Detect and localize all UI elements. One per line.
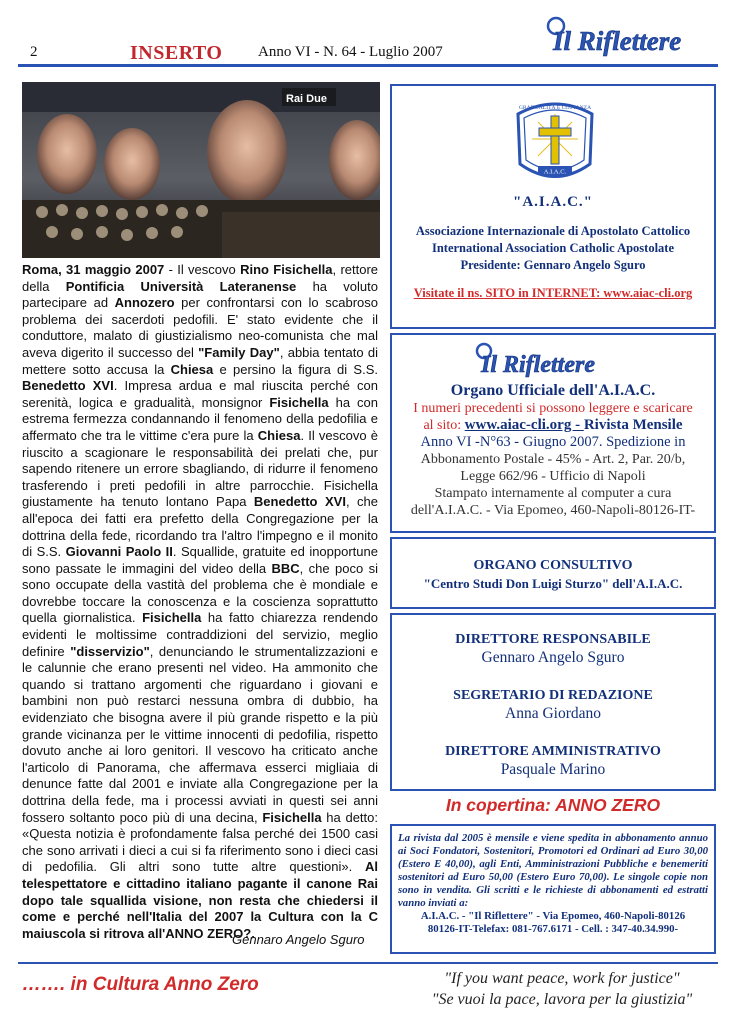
subscription-address-1: A.I.A.C. - "Il Riflettere" - Via Epomeo, 460-Napoli-80126 [420, 910, 686, 922]
consultivo-box [390, 537, 716, 609]
footer-divider [18, 962, 718, 964]
aiac-title: "A.I.A.C." [513, 194, 593, 210]
logo-text-2: Il Riflettere [481, 352, 595, 378]
footer-tagline: ……. in Cultura Anno Zero [22, 974, 259, 995]
subscription-text: La rivista dal 2005 è mensile e viene spedita in abbonamento annuo ai Soci Fondatori, Sostenitori, Promotori ed Ordinari ad Euro 30,00 (Estero E 40,00), agli Enti, Amministrazioni Pubbliche e benemeriti sostenitori ad Euro 50,00 (Estero Euro 70,00). Le singole copie non sono in vendita. Gli scritti e le richieste di abbonamenti ed estratti vanno inviati a: [398, 832, 708, 909]
channel-logo: Rai Due [286, 93, 327, 105]
quote-italian: "Se vuoi la pace, lavora per la giustizia" [431, 991, 693, 1008]
section-label: INSERTO [130, 42, 223, 64]
role-admin: DIRETTORE AMMINISTRATIVO [445, 744, 661, 759]
consultivo-subtitle: "Centro Studi Don Luigi Sturzo" dell'A.I.A.C. [423, 576, 683, 591]
name-admin: Pasquale Marino [500, 761, 606, 778]
aiac-name-it: Associazione Internazionale di Apostolato Cattolico [415, 224, 691, 238]
name-secretary: Anna Giordano [505, 705, 601, 722]
header-divider [18, 64, 718, 67]
law-line: Legge 662/96 - Ufficio di Napoli [460, 469, 646, 484]
seal-acronym: A.I.A.C. [543, 168, 567, 176]
postal-line: Abbonamento Postale - 45% - Art. 2, Par. 20/b, [420, 452, 686, 467]
aiac-president: Presidente: Gennaro Angelo Sguro [460, 258, 646, 272]
subscription-box [390, 824, 716, 954]
print-line: Stampato internamente al computer a cura [434, 486, 672, 501]
site-link[interactable]: www.aiac-cli.org - [464, 417, 584, 433]
copertina-text: In copertina: ANNO ZERO [445, 795, 661, 815]
article-body [22, 262, 378, 942]
issue-info: Anno VI - N. 64 - Luglio 2007 [258, 44, 443, 60]
consultivo-title: ORGANO CONSULTIVO [473, 558, 633, 573]
riflettere-logo-2 [473, 341, 633, 379]
aiac-box [390, 84, 716, 329]
address-line: dell'A.I.A.C. - Via Epomeo, 460-Napoli-80126-IT- [410, 503, 696, 518]
role-director: DIRETTORE RESPONSABILE [455, 632, 651, 647]
organo-title: Organo Ufficiale dell'A.I.A.C. [450, 382, 656, 399]
page-number: 2 [30, 44, 38, 60]
staff-box [390, 613, 716, 791]
riflettere-logo [545, 14, 720, 60]
aiac-name-en: International Association Catholic Apostolate [431, 241, 675, 255]
seal-motto: GRADUALITÀ E COSTANZA [518, 105, 592, 111]
article-paragraph: Roma, 31 maggio 2007 - Il vescovo Rino Fisichella, rettore della Pontificia Università Lateranense ha voluto partecipare ad Annozero per confrontarsi con lo scabroso problema dei sacerdoti pedofili. E' stato evidente che il conduttore, malato di giustizialismo neo-comunista che mal aveva digerito il successo del "Family Day", abbia tentato di mettere sotto accusa la Chiesa e persino la figura di S.S. Benedetto XVI. Impresa ardua e mal riuscita perché con serenità, logica e gradualità, monsignor Fisichella ha con estrema fermezza condannando il fenomeno della pedofilia e affermato che tra le vittime c'era pure la Chiesa. Il vescovo è riuscito a scagionare le responsabilità dei prelati che, pur sapendo ritenere un errore sbagliando, di ridurre il fenomeno trasferendo i preti pedofili in altre parrocchie. Fisichella giustamente ha tenuto lontano Papa Benedetto XVI, che all'epoca dei fatti era prefetto della Congregazione per la dottrina della fede, ricordando tra l'altro l'impegno e il monito di S.S. Giovanni Paolo II. Squallide, gratuite ed inopportune sono passate le immagini del video della BBC, che poco si sono occupate della vastità del problema che è mondiale e dovrebbe toccare la conoscenza e la coscienza soprattutto quella giornalistica. Fisichella ha fatto chiarezza rendendo evidenti le moltissime contraddizioni del servizio, meglio definire "disservizio", denunciando le strumentalizzazioni e le calunnie che erano presenti nel video. Ha ammonito che quando si trattano argomenti che riguardano i giovani e bambini non può restarci nessuna ombra di dubbio, ha evidenziato che bisogna avere il più grande rispetto e la più grande vicinanza per le vittime innocenti di pedofilia, rispetto dovuto anche ai loro genitori. Il vescovo ha criticato anche l'articolo di Panorama, che affermava esserci migliaia di denunce fatte dal 2001 e inviate alla Congregazione per la dottrina della fede, ma i processi avviati in questi sei anni fossero soltanto poco più di una decina, Fisichella ha detto: «Questa notizia è profondamente falsa perché dei 1500 casi che sono arrivati i dieci a cui si fa riferimento sono i dieci casi di pedofilia. Gli altri sono tutte altre questioni». Al telespettatore e cittadino italiano pagante il canone Rai dopo tale squallida visione, non resta che chiedersi il come e perché nell'Italia del 2007 la Cultura con la C maiuscola si ritrova all'ANNO ZERO?. [22, 262, 379, 941]
issue-line: Anno VI -N°63 - Giugno 2007. Spedizione in [420, 434, 686, 450]
logo-text: Il Riflettere [553, 26, 682, 56]
article-photo [22, 82, 380, 258]
role-secretary: SEGRETARIO DI REDAZIONE [453, 688, 653, 703]
site-prefix: al sito: [423, 418, 465, 433]
quote-english: "If you want peace, work for justice" [444, 970, 680, 987]
aiac-website-link[interactable]: Visitate il ns. SITO in INTERNET: www.aiac-cli.org [413, 286, 693, 300]
footer-quote [402, 968, 722, 1010]
monthly-label: Rivista Mensile [583, 417, 683, 433]
back-issues-note: I numeri precedenti si possono leggere e scaricare [413, 401, 693, 416]
riflettere-box [390, 333, 716, 533]
subscription-address-2: 80126-IT-Telefax: 081-767.6171 - Cell. : 347-40.34.990- [427, 923, 679, 935]
article-signature: Gennaro Angelo Sguro [232, 932, 365, 947]
name-director: Gennaro Angelo Sguro [481, 649, 625, 666]
aiac-seal [510, 94, 600, 189]
copertina-box [390, 792, 716, 822]
